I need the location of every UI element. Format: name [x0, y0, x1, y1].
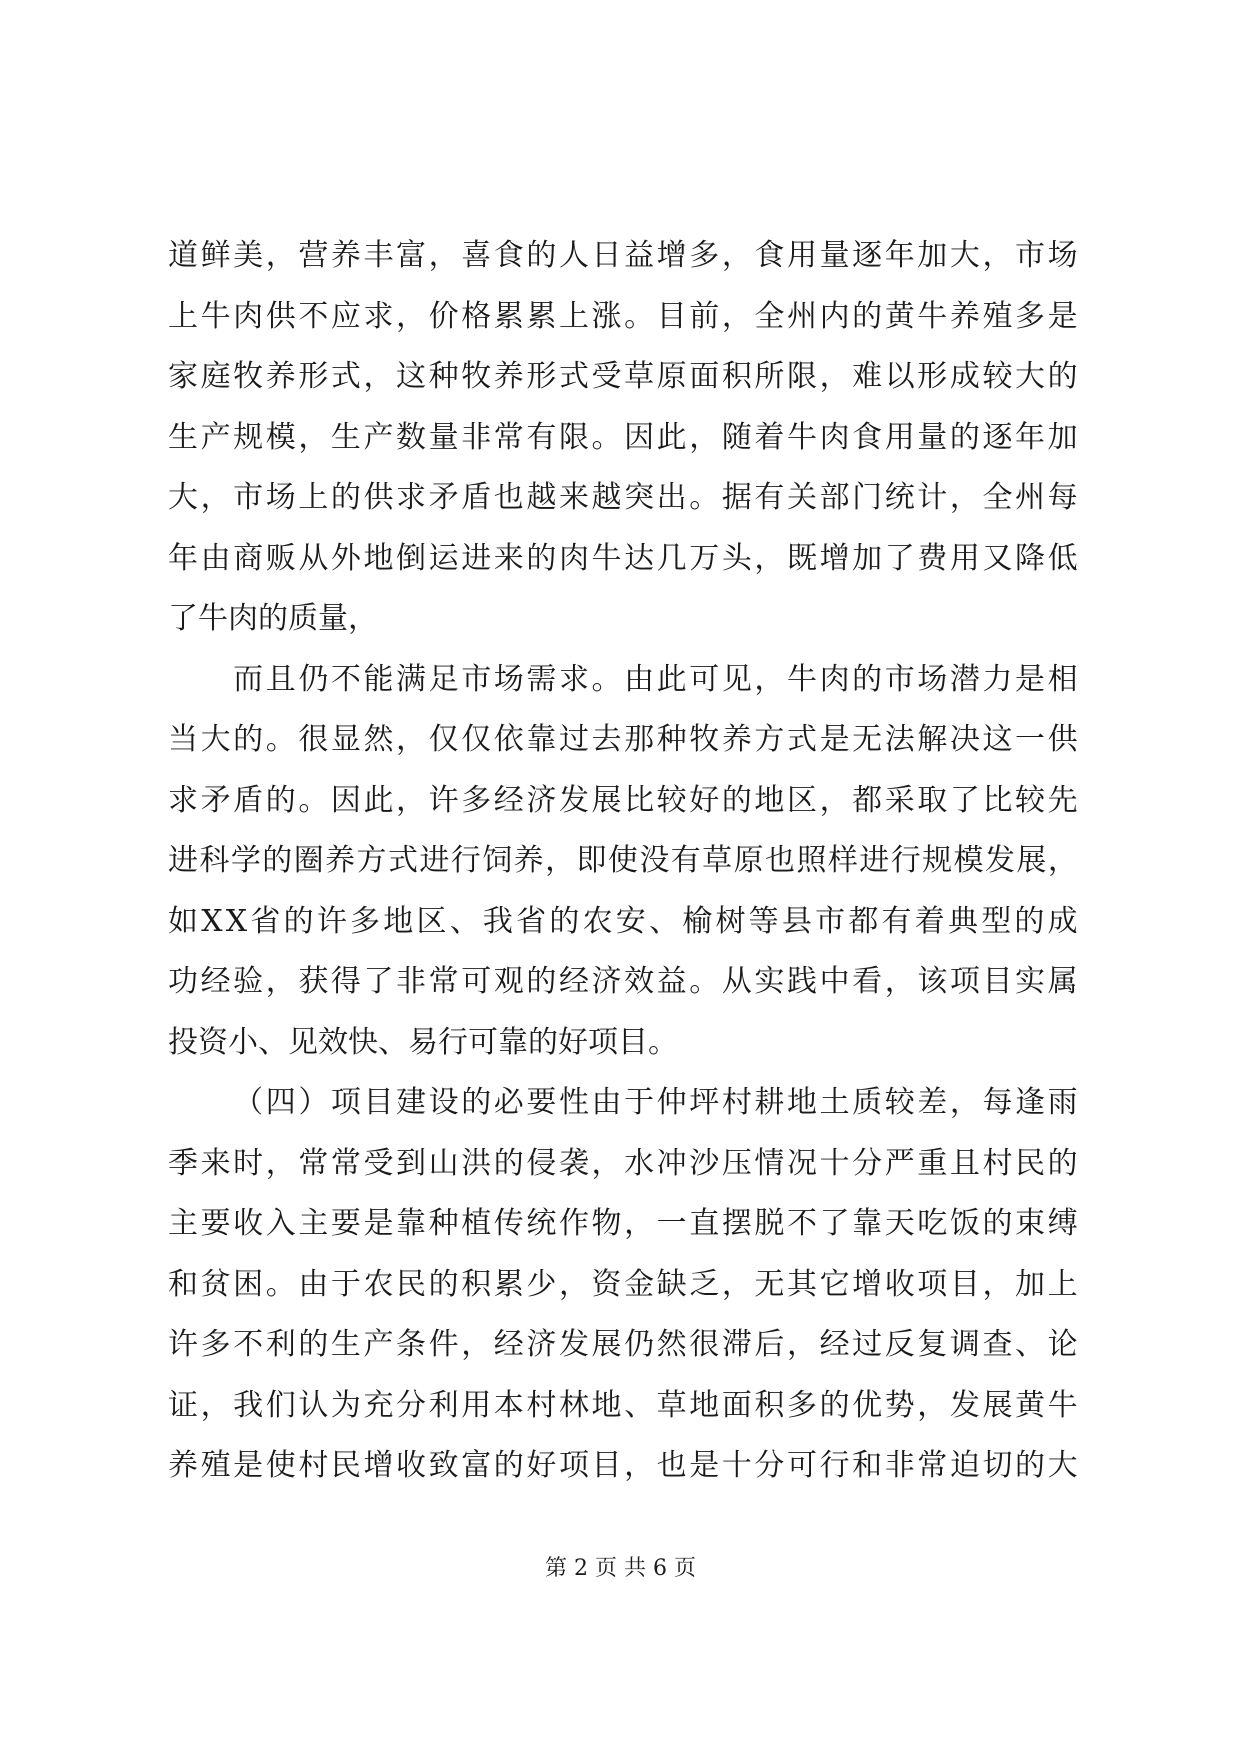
text-line: 如 X X 省 的 许 多 地 区 、 我 省 的 农 安 、 榆 树 等 县 市 都 有 着 典 型 的 成	[168, 903, 1078, 939]
text-line: 了牛肉的质量，	[168, 601, 378, 636]
text-line: 当 大 的 。 很 显 然 ， 仅 仅 依 靠 过 去 那 种 牧 养 方 式 是 无 法 解 决 这 一 供	[168, 722, 1078, 757]
text-line: 功 经 验 ， 获 得 了 非 常 可 观 的 经 济 效 益 。 从 实 践 中 看 ， 该 项 目 实 属	[168, 964, 1078, 999]
text-line: （ 四 ） 项 目 建 设 的 必 要 性 由 于 仲 坪 村 耕 地 土 质 较 差 ， 每 逢 雨	[233, 1085, 1078, 1120]
text-line: 生 产 规 模 ， 生 产 数 量 非 常 有 限 。 因 此 ， 随 着 牛 肉 食 用 量 的 逐 年 加	[168, 419, 1078, 455]
text-line: 投资小、见效快、易行可靠的好项目。	[168, 1024, 678, 1060]
text-line: 主 要 收 入 主 要 是 靠 种 植 传 统 作 物 ， 一 直 摆 脱 不 了 靠 天 吃 饭 的 束 缚	[168, 1206, 1078, 1241]
text-line: 家 庭 牧 养 形 式 ， 这 种 牧 养 形 式 受 草 原 面 积 所 限 ， 难 以 形 成 较 大 的	[168, 359, 1078, 394]
text-line: 上 牛 肉 供 不 应 求 ， 价 格 累 累 上 涨 。 目 前 ， 全 州 内 的 黄 牛 养 殖 多 是	[168, 298, 1078, 334]
text-line: 许 多 不 利 的 生 产 条 件 ， 经 济 发 展 仍 然 很 滞 后 ， 经 过 反 复 调 查 、 论	[168, 1327, 1078, 1362]
text-line: 和 贫 困 。 由 于 农 民 的 积 累 少 ， 资 金 缺 乏 ， 无 其 它 增 收 项 目 ， 加 上	[168, 1266, 1078, 1302]
text-line: 年 由 商 贩 从 外 地 倒 运 进 来 的 肉 牛 达 几 万 头 ， 既 增 加 了 费 用 又 降 低	[168, 540, 1078, 576]
text-line: 而 且 仍 不 能 满 足 市 场 需 求 。 由 此 可 见 ， 牛 肉 的 市 场 潜 力 是 相	[233, 661, 1078, 697]
text-line: 养 殖 是 使 村 民 增 收 致 富 的 好 项 目 ， 也 是 十 分 可 行 和 非 常 迫 切 的 大	[168, 1448, 1078, 1483]
text-line: 证 ， 我 们 认 为 充 分 利 用 本 村 林 地 、 草 地 面 积 多 的 优 势 ， 发 展 黄 牛	[168, 1387, 1078, 1423]
text-line: 道 鲜 美 ， 营 养 丰 富 ， 喜 食 的 人 日 益 增 多 ， 食 用 量 逐 年 加 大 ， 市 场	[168, 238, 1078, 273]
text-line: 大 ， 市 场 上 的 供 求 矛 盾 也 越 来 越 突 出 。 据 有 关 部 门 统 计 ， 全 州 每	[168, 480, 1078, 515]
page-number-footer: 第 2 页 共 6 页	[545, 1556, 696, 1581]
text-line: 求 矛 盾 的 。 因 此 ， 许 多 经 济 发 展 比 较 好 的 地 区 ， 都 采 取 了 比 较 先	[168, 782, 1078, 818]
text-line: 季 来 时 ， 常 常 受 到 山 洪 的 侵 袭 ， 水 冲 沙 压 情 况 十 分 严 重 且 村 民 的	[168, 1145, 1078, 1181]
body-text	[168, 226, 1078, 1497]
text-line: 进 科 学 的 圈 养 方 式 进 行 饲 养 ， 即 使 没 有 草 原 也 照 样 进 行 规 模 发 展 ，	[168, 843, 1078, 878]
